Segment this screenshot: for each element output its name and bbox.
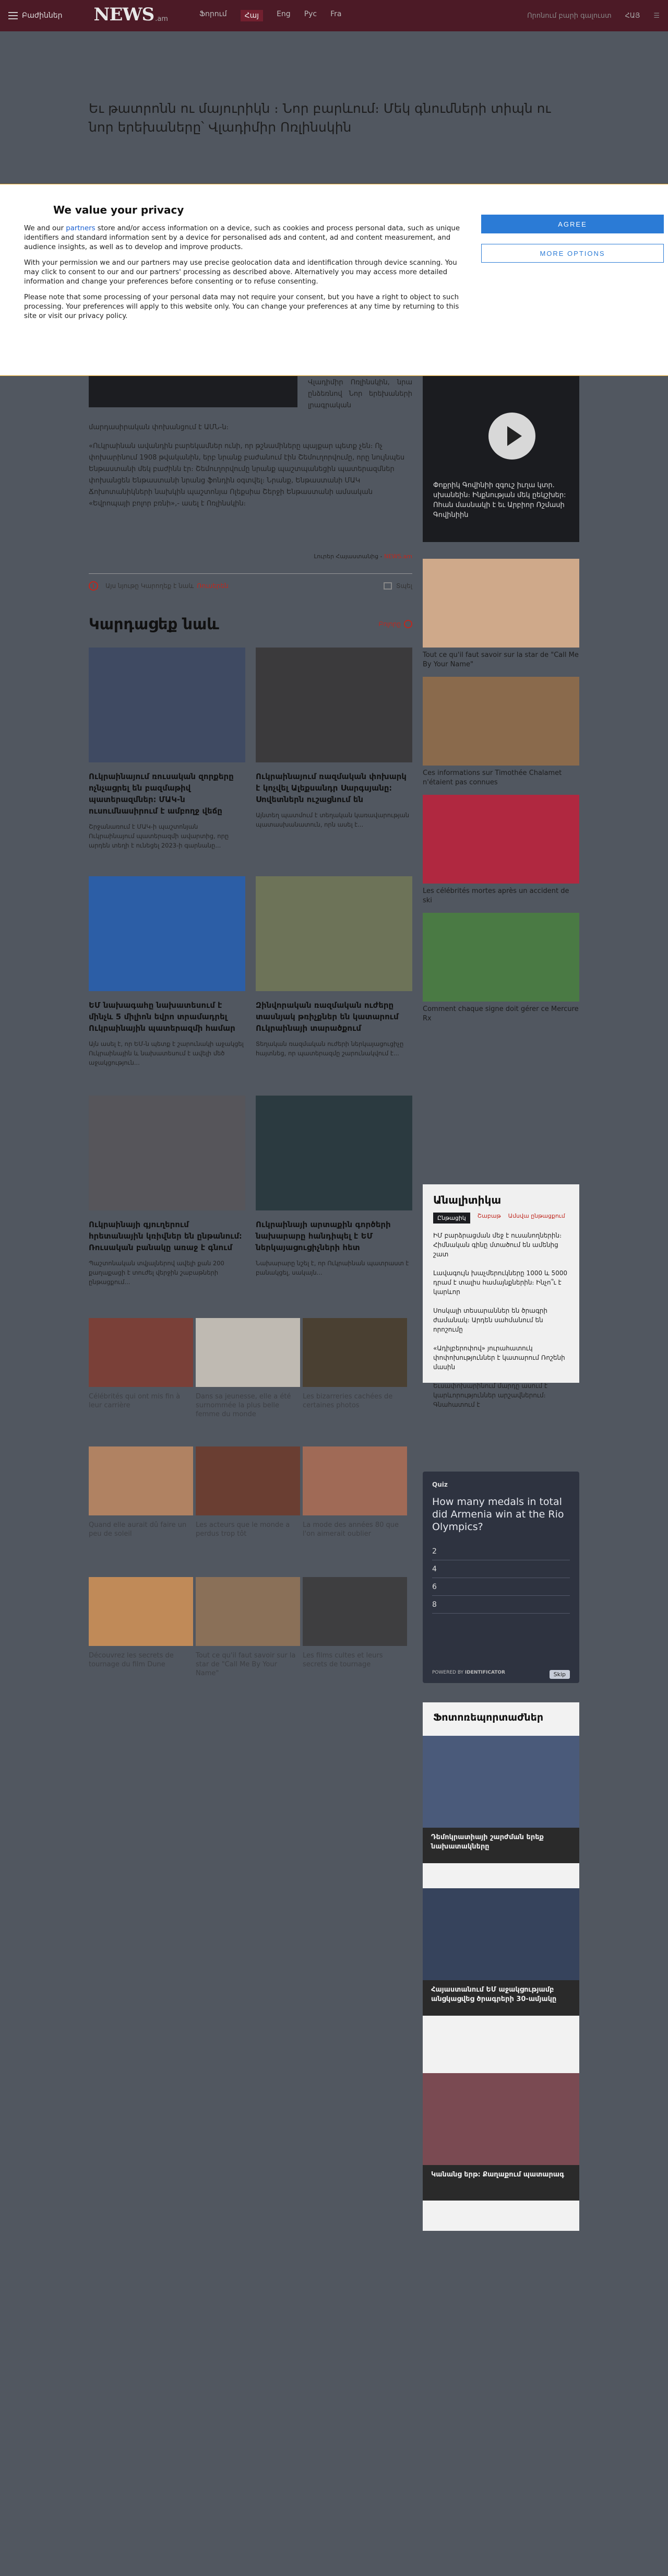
promo-tile[interactable]: Dans sa jeunesse, elle a été surnommée la plus belle femme du monde (196, 1318, 300, 1419)
analytics-title: Անալիտիկա (433, 1194, 502, 1206)
more-menu-icon[interactable]: ☰ (653, 11, 660, 20)
hamburger-icon (8, 12, 18, 19)
search-text[interactable]: Որոնում բարի գալուստ (527, 11, 612, 20)
article-paragraph: մարդասիրական փոխանցում է ԱՄՆ-ն։ (89, 424, 229, 431)
analytics-item[interactable]: Սոսկալի տեսարաններ են ծրագրի ժամանակ։ Արդեն սահմանում են որոշումը (433, 1307, 547, 1333)
news-card[interactable]: Ուկրաինայի գյուղերում հրետանային կռիվներ են ընթանում։ Ռուսական բանակը առաջ է գնում Պաշտոնական տվյալներով ավելի քան 200 քաղաքացի է տուժել վերջին շաբաթների ընթացքում... (89, 1096, 245, 1287)
news-card[interactable]: Ուկրաինայի արտաքին գործերի նախարարը հանդիպել է ԵՄ ներկայացուցիչների հետ Նախարարը նշել է, որ Ուկրաինան պատրաստ է բանակցել, սակայն... (256, 1096, 412, 1277)
quiz-option[interactable]: 6 (432, 1578, 570, 1596)
nav-item[interactable]: Ֆորում (199, 10, 227, 18)
promo-tile[interactable]: Les acteurs que le monde a perdus trop tôt (196, 1446, 300, 1538)
sidebar-video[interactable] (423, 376, 579, 542)
powered-by: POWERED BY IDENTIFICATOR (432, 1670, 505, 1675)
promo-tile[interactable]: Célébrités qui ont mis fin à leur carrière (89, 1318, 193, 1410)
menu-label: Բաժիններ (22, 11, 63, 20)
analytics-tab[interactable]: Ընթացիկ (433, 1213, 470, 1224)
promo-image (423, 795, 579, 884)
quiz-options (432, 1543, 570, 1614)
promo-tile[interactable]: Tout ce qu'il faut savoir sur la star de "Call Me By Your Name" (196, 1577, 300, 1678)
see-all-link[interactable]: Բոլորը (379, 620, 412, 628)
consent-text-3: Please note that some processing of your personal data may not require your consent, but you have a right to object to such processing. Your preferences will apply to this website only. You can change your preferences at any time by returning to this site or visit our privacy policy. (24, 293, 459, 320)
source-link[interactable]: NEWS.am (384, 553, 412, 560)
print-icon (384, 582, 392, 590)
site-logo[interactable]: NEWS .am (93, 4, 168, 25)
article-body (89, 422, 412, 517)
nav-item[interactable]: Рус (304, 10, 317, 18)
analytics-widget (423, 1184, 579, 1408)
quiz-option[interactable]: 8 (432, 1596, 570, 1614)
article-source: Լուրեր Հայաստանից - NEWS.am (314, 553, 412, 560)
analytics-item[interactable]: «Ադիլբերոփով» յուրահատուկ փոփոխություններ է կատարում Ռոշենի մասին (433, 1345, 565, 1371)
analytics-item[interactable]: Եւսափոխարինում մարդը ասում է կարևորություններ արշավներում։ Գնահատում է (433, 1382, 548, 1408)
section-title: Կարդացեք նաև (89, 615, 219, 633)
promo-tile[interactable]: Quand elle aurait dû faire un peu de soleil (89, 1446, 193, 1538)
print-button[interactable]: Տպել (384, 582, 412, 590)
consent-text-1: We and our partners store and/or access information on a device, such as cookies and process personal data, such as unique identifiers and standard information sent by a device for personalised ads and content, ad and content measurement, and audience insights, as well as to develop and improve products. (24, 225, 460, 251)
language-switch[interactable]: ՀԱՅ (625, 11, 640, 20)
top-nav (199, 10, 342, 21)
news-card[interactable]: Ուկրաինայում ռուսական զորքերը ոչնչացրել են բազմաթիվ պատերազմներ։ ՄԱԿ-ն ուսումնասիրում է ամբողջ վեճը Շրջանառում է ՄԱԿ-ի պաշտոնյան Ուկրաինայում պատերազմի ավարտից, որը արդեն տեղի է ունեցել 2023-ի գարնանը... (89, 648, 245, 850)
news-image (89, 876, 245, 991)
sidebar-promo-card[interactable]: Comment chaque signe doit gérer ce Mercure Rx (423, 913, 579, 1024)
sidebar-promo-card[interactable]: Ces informations sur Timothée Chalamet n'étaient pas connues (423, 677, 579, 787)
promo-tile[interactable]: Découvrez les secrets de tournage du film Dune (89, 1577, 193, 1669)
article-image (89, 376, 297, 407)
news-image (256, 876, 412, 991)
photo-reports (423, 1702, 579, 2231)
quiz-widget (423, 1472, 579, 1683)
promo-tile[interactable]: La mode des années 80 que l'on aimerait oublier (303, 1446, 407, 1538)
article-hero (89, 99, 558, 137)
photo-report-item[interactable]: Կանանց երթ։ Քաղաքում պատարագ (423, 2073, 579, 2201)
quiz-option[interactable]: 4 (432, 1560, 570, 1578)
menu-button[interactable] (8, 11, 62, 20)
promo-image (423, 559, 579, 648)
info-icon: i (89, 581, 98, 591)
read-also-header (89, 615, 412, 633)
news-card[interactable]: ԵՄ նախագահը նախատեսում է մինչև 5 միլիոն եվրո տրամադրել Ուկրաինային պատերազմի համար Այն ասել է, որ ԵՄ-ն պետք է շարունակի աջակցել Ուկրաինային և նախատեսում է ավելի մեծ աջակցություն... (89, 876, 245, 1067)
quiz-option[interactable]: 2 (432, 1543, 570, 1560)
arrow-circle-icon (404, 620, 412, 628)
sidebar-promo-card[interactable]: Les célébrités mortes après un accident de ski (423, 795, 579, 905)
consent-text-2: With your permission we and our partners may use precise geolocation data and identification through device scanning. You may click to consent to our and our partners' processing as described above. Alternatively you may access more detailed information and change your preferences before consenting or to refuse consenting. (24, 259, 457, 286)
article-side-text: Վլադիմիր Ոռլինսկին, նրա ընձեռնով Նոր երեխաների լրագրական (308, 379, 412, 409)
nav-item[interactable]: Eng (277, 10, 291, 18)
promo-image (423, 913, 579, 1002)
consent-heading: We value your privacy (53, 204, 184, 216)
share-row: i Այս նյութը Կարողեք է նաև Ռուսերեն Տպել (89, 573, 412, 591)
video-caption: Փոքրիկ Գովինիի զգուշ իւղա կտր. սխանեին։ Ինքնության մեկ ըեկշխեր: Ոհան մասնակի է եւ Արբիոր Ռշմասի Գովինիին (433, 481, 566, 519)
article-paragraph: «Ուկրաինան ավանդին բարեկամներ ունի, որ թշնամիները պայքար պետք չեն։ Ոչ փոխարինում 1908 թվականին, երբ նրանք բաժանում էին Շեմուղորվումը, որը նույնպես Ենթաստանի մեկ բաժինն էր։ Շեմուղորվումը նրանք պաշտպանեցին պատերազմներ փոխանցեն Ենթաստանի նրանց ֆոնդին օգտվել։ Նրանք, Ենթաստանի ՄԱԿ Ճոխոտանիկների նախկին պաշտոնյա Ոլեքսիա Շերջի Ենթաստանի ամսական «Եվրոպայի բոլոր բռնի»,- ասել է Ոռլինսկին։ (89, 442, 405, 508)
skip-button[interactable]: Skip (550, 1670, 570, 1679)
news-card[interactable]: Զինվորական ռազմական ուժերը տասնյակ թռիչքներ են կատարում Ուկրաինայի տարածքում Տեղական ռազմական ուժերի ներկայացուցիչը հայտնեց, որ պատերազմը շարունակվում է... (256, 876, 412, 1058)
russian-version-link[interactable]: Ռուսերեն (197, 582, 229, 590)
agree-button[interactable]: AGREE (481, 215, 664, 233)
quiz-label: Quiz (432, 1481, 448, 1488)
play-icon[interactable] (488, 413, 535, 460)
analytics-tabs (423, 1206, 579, 1224)
news-image (256, 1096, 412, 1210)
photo-report-item[interactable]: Դեմոկրատիայի շարժման երեք նախատակները (423, 1736, 579, 1863)
analytics-tab[interactable]: Ամսվա ընթացքում (508, 1213, 565, 1219)
promo-tile[interactable]: Les bizarreries cachées de certaines photos (303, 1318, 407, 1410)
news-image (89, 1096, 245, 1210)
news-image (256, 648, 412, 762)
sidebar-promo-card[interactable]: Tout ce qu'il faut savoir sur la star de "Call Me By Your Name" (423, 559, 579, 669)
partners-link[interactable]: partners (66, 225, 96, 232)
analytics-item[interactable]: Լավագույն խաչմերուկները 1000 և 5000 դրամ է տալիս համայնքներին։ Ինչո՞ւ է կարևոր (433, 1269, 567, 1296)
promo-image (423, 677, 579, 766)
news-image (89, 648, 245, 762)
article-title: Եւ թատրոնն ու մայուրիկն ։ Նոր բարևում։ Մեկ գնումների տիպն ու նոր երեխաները՝ Վլադիմիր Ոռլինսկին (89, 101, 551, 135)
consent-banner (0, 184, 668, 376)
top-navbar (0, 0, 668, 31)
nav-item[interactable]: Հայ (241, 10, 263, 21)
promo-tile[interactable]: Les films cultes et leurs secrets de tournage (303, 1577, 407, 1669)
analytics-item[interactable]: ԻՄ բարձրացման մեջ է ուսանողներին։ Հիմնական գինը մտածում են ամենից շատ (433, 1232, 562, 1258)
analytics-list (423, 1224, 579, 1409)
photo-reports-title: Ֆոտոռեպորտաժներ (433, 1712, 544, 1723)
news-card[interactable]: Ուկրաինայում ռազմական փոխարկ է կոչվել Ալեքսանդր Սարգսյանը։ Սովետներն ուշացնում են Այնտեղ պատմում է տեղական կառավարության պատասխանատուն, որն ասել է... (256, 648, 412, 829)
photo-report-item[interactable]: Հայաստանում ԵՄ աջակցությամբ անցկացվեց ծրագրերի 30-ամյակը (423, 1888, 579, 2016)
analytics-tab[interactable]: Շաբաթ (477, 1213, 501, 1219)
more-options-button[interactable]: MORE OPTIONS (481, 244, 664, 263)
nav-item[interactable]: Fra (330, 10, 342, 18)
quiz-question: How many medals in total did Armenia win at the Rio Olympics? (432, 1496, 564, 1533)
